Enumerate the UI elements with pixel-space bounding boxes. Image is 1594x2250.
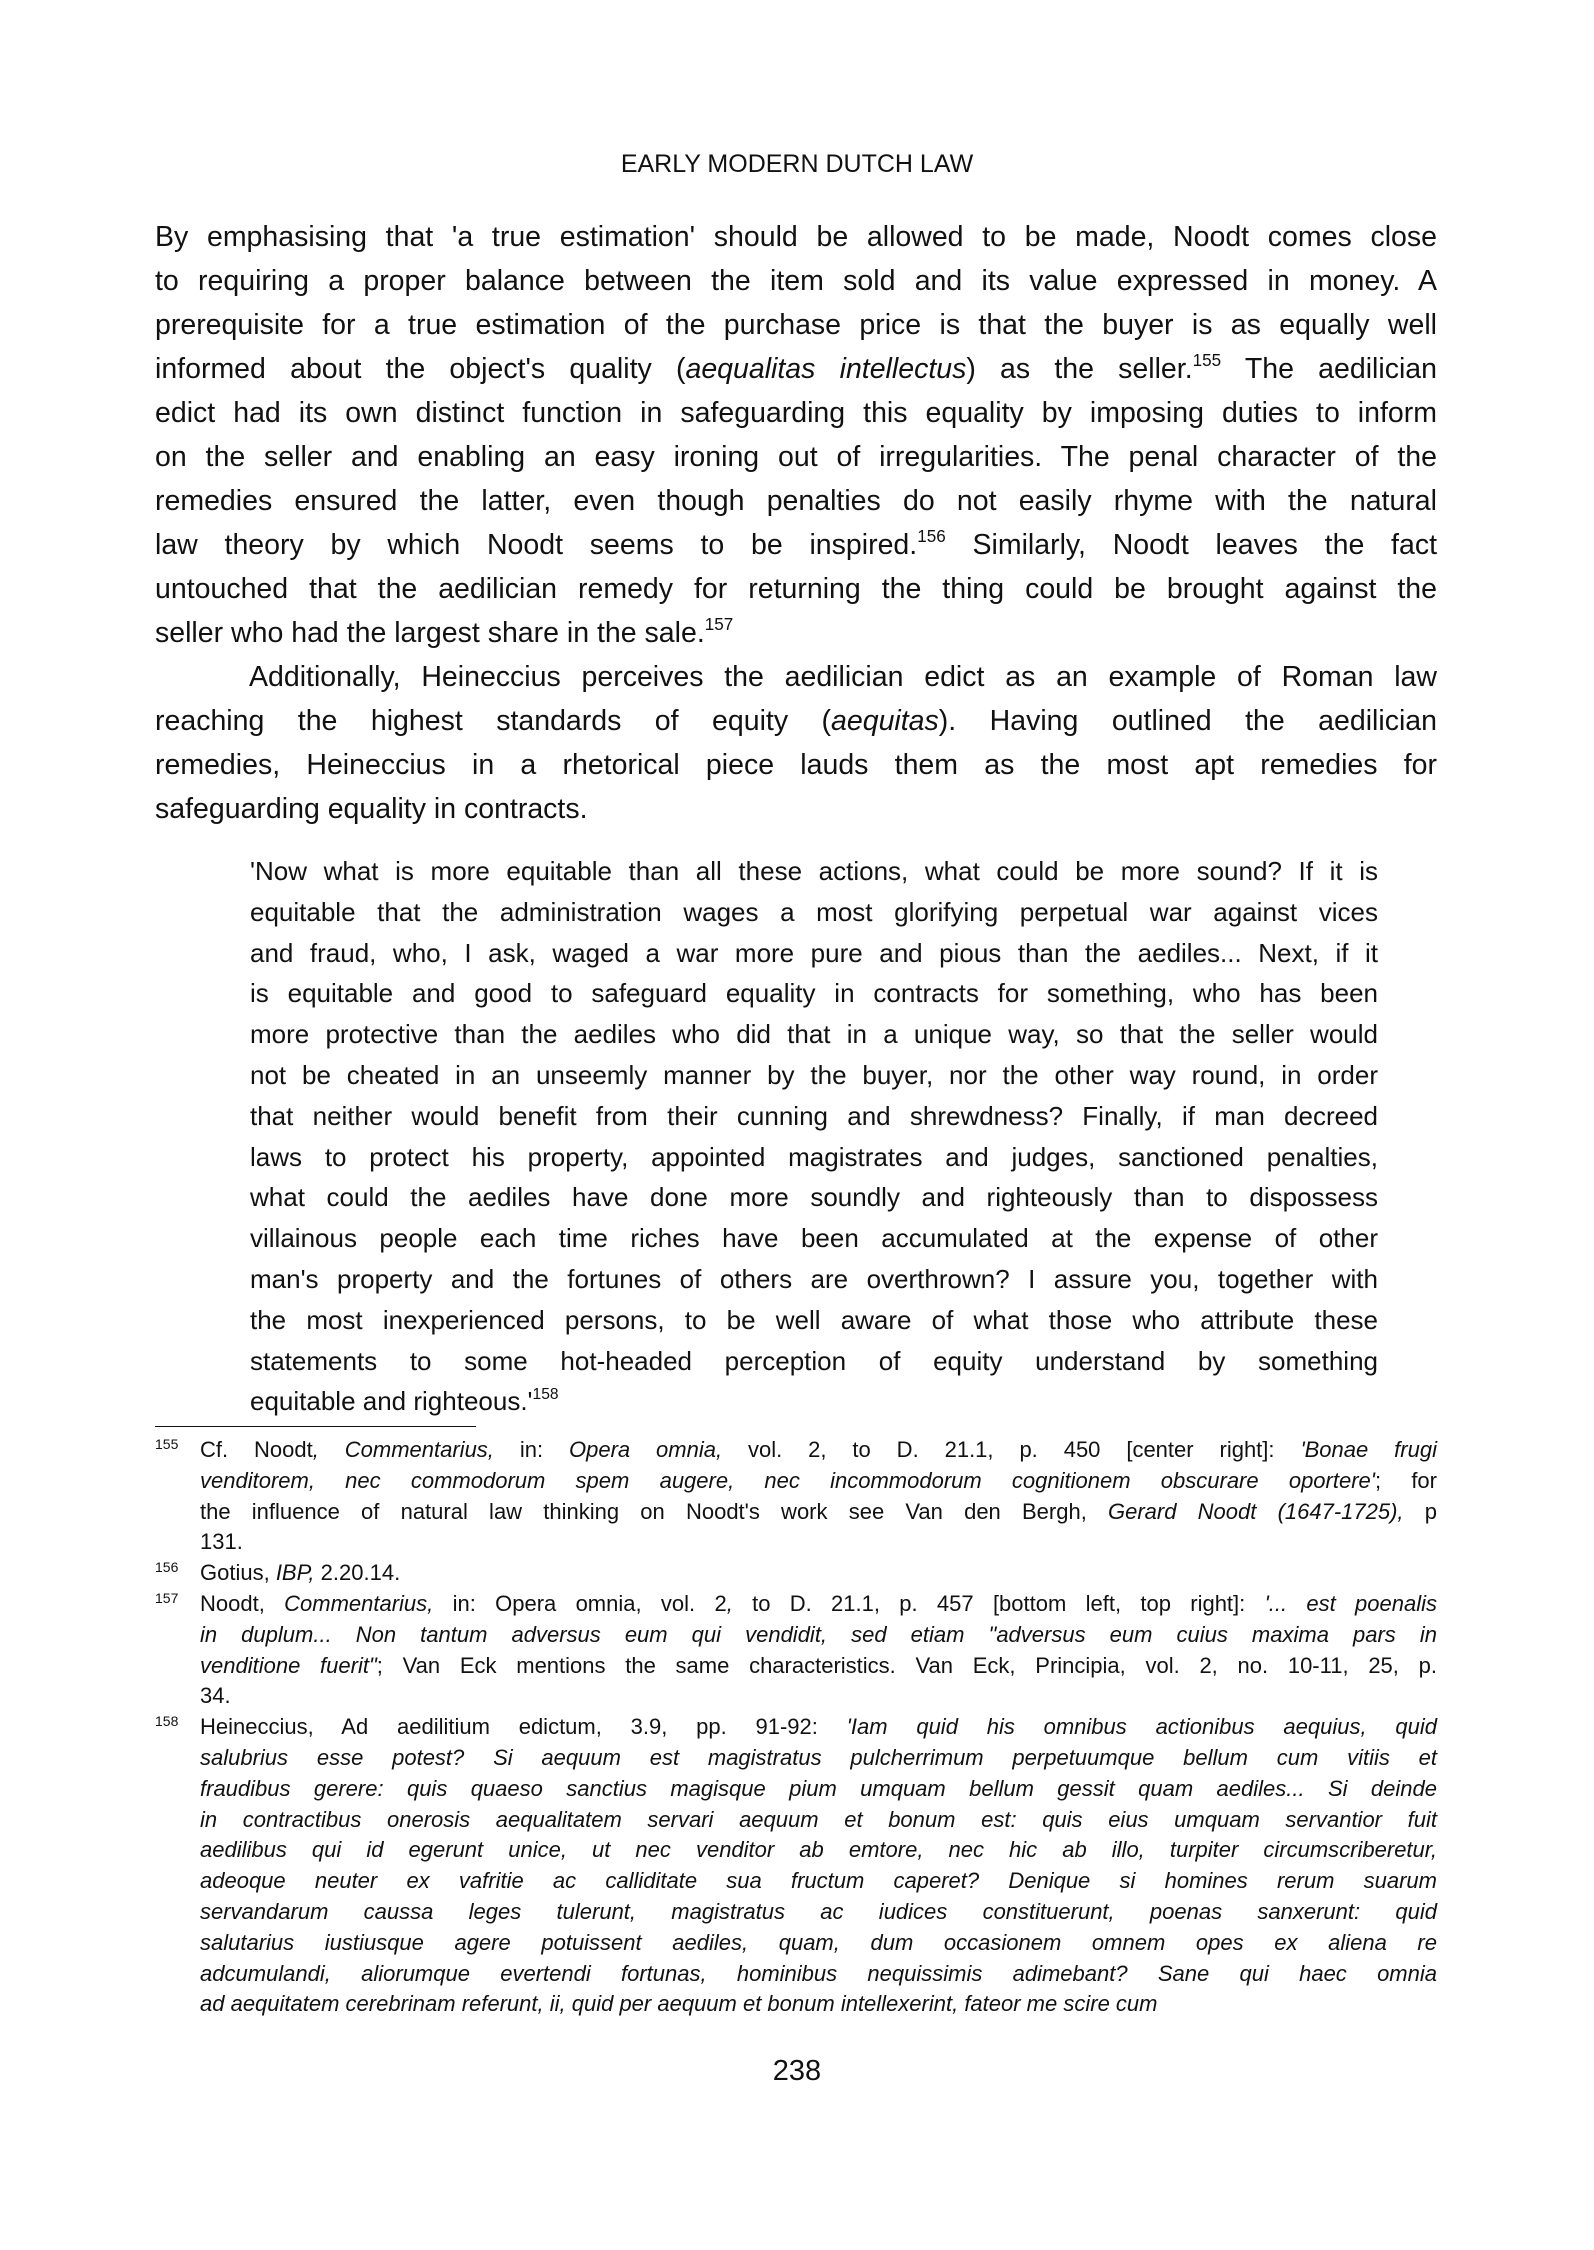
- text-line: [200, 1712, 1437, 1743]
- text-line: [155, 479, 1437, 523]
- text-line: [250, 1137, 1378, 1178]
- text-run: the most inexperienced persons, to be well aware of what those who attribute these: [250, 1304, 1378, 1335]
- text-run: that neither would benefit from their cunning and shrewdness? Finally, if man decreed: [250, 1100, 1378, 1131]
- text-line: [200, 1866, 1437, 1897]
- text-line: [155, 743, 1437, 787]
- text-run: reaching the highest standards of equity (: [155, 705, 832, 737]
- text-line: [250, 1341, 1378, 1382]
- text-run: The aedilician: [1221, 353, 1437, 385]
- text-run: venditorem, nec commodorum spem augere, nec incommodorum cognitionem obscurare oportere': [200, 1467, 1375, 1493]
- text-run: p: [1403, 1498, 1437, 1524]
- text-run: what could the aediles have done more soundly and righteously than to dispossess: [250, 1182, 1378, 1213]
- text-run: Opera omnia,: [569, 1437, 723, 1462]
- text-line: [250, 1381, 1378, 1422]
- text-line: [155, 699, 1437, 743]
- text-line: [200, 1620, 1437, 1651]
- text-run: in duplum... Non tantum adversus eum qui vendidit, sed etiam "adversus eum cuius maxima pars in: [200, 1621, 1437, 1647]
- paragraph: [155, 215, 1437, 655]
- text-line: [250, 1300, 1378, 1341]
- text-run: ; Van Eck mentions the same characteristics. Van Eck,: [376, 1652, 1036, 1678]
- page-number: 238: [772, 2055, 822, 2087]
- text-run: Additionally, Heineccius perceives the aedilician edict as an example of Roman law: [249, 661, 1437, 693]
- text-run: adeoque neuter ex vafritie ac calliditate sua fructum caperet? Denique si homines rerum suarum: [200, 1868, 1437, 1894]
- text-line: [250, 933, 1378, 974]
- footnotes: [155, 1435, 1437, 2020]
- text-line: [200, 1497, 1437, 1528]
- text-run: to requiring a proper balance between the item sold and its value expressed in money. A: [155, 265, 1437, 297]
- footnote: [155, 1558, 1437, 1589]
- text-run: to D. 21.1, p. 457 [bottom left, top right]:: [732, 1590, 1265, 1616]
- footnote: [155, 1712, 1437, 2020]
- text-run: Noodt,: [200, 1590, 285, 1616]
- text-line: [200, 1959, 1437, 1990]
- text-run: ,: [726, 1590, 733, 1616]
- text-run: remedies ensured the latter, even though penalties do not easily rhyme with the natural: [155, 485, 1437, 517]
- text-run: Gerard Noodt (1647-1725),: [1108, 1498, 1404, 1524]
- text-run: Commentarius,: [284, 1590, 434, 1616]
- text-run: vol. 2, to D. 21.1, p. 450 [center right]:: [722, 1437, 1301, 1462]
- text-run: statements to some hot-headed perception of equity understand by something: [250, 1345, 1378, 1376]
- text-line: [200, 1805, 1437, 1836]
- footnote-number: 158: [155, 1713, 179, 1730]
- text-line: [155, 435, 1437, 479]
- text-run: 'Bonae frugi: [1300, 1437, 1437, 1462]
- text-run: ) as the seller.: [966, 353, 1193, 385]
- text-run: ; for: [1374, 1467, 1437, 1493]
- text-line: [155, 787, 1437, 831]
- text-line: [250, 1014, 1378, 1055]
- text-run: Principia: [1035, 1652, 1120, 1678]
- footnote-number: 157: [155, 1589, 179, 1606]
- text-run: By emphasising that 'a true estimation' should be allowed to be made, Noodt comes close: [155, 221, 1437, 253]
- body-text: [155, 215, 1437, 831]
- text-line: [200, 1681, 1437, 1712]
- text-line: [200, 1435, 1437, 1466]
- text-run: adcumulandi, aliorumque evertendi fortunas, hominibus nequissimis adimebant? Sane qui haec omnia: [200, 1960, 1437, 1986]
- text-line: [155, 303, 1437, 347]
- text-line: [250, 1055, 1378, 1096]
- text-run: Cf. Noodt: [200, 1437, 313, 1462]
- text-line: [200, 1835, 1437, 1866]
- text-run: , 3.9, pp. 91-92:: [595, 1714, 847, 1740]
- text-line: [200, 1527, 1437, 1558]
- text-run: Ad aedilitium edictum: [341, 1714, 596, 1740]
- text-run: villainous people each time riches have been accumulated at the expense of other: [250, 1223, 1378, 1254]
- text-line: [200, 1989, 1437, 2020]
- text-run: ). Having outlined the aedilician: [938, 705, 1438, 737]
- text-run: servandarum caussa leges tulerunt, magistratus ac iudices constituerunt, poenas sanxerunt: quid: [200, 1898, 1437, 1924]
- text-run: Heineccius,: [200, 1714, 342, 1740]
- text-run: 'Now what is more equitable than all these actions, what could be more sound? If it is: [250, 856, 1378, 886]
- text-run: 'Iam quid his omnibus actionibus aequius, quid: [846, 1714, 1437, 1740]
- text-run: informed about the object's quality (: [155, 353, 686, 385]
- footnote: [155, 1435, 1437, 1558]
- text-run: prerequisite for a true estimation of the purchase price is that the buyer is as equally well: [155, 309, 1437, 341]
- footnote-number: 155: [155, 1436, 179, 1452]
- text-run: , vol. 2: [635, 1590, 727, 1616]
- text-line: [250, 1177, 1378, 1218]
- text-run: , Commentarius,: [312, 1437, 494, 1462]
- text-run: , vol. 2, no. 10-11, 25, p.: [1119, 1652, 1437, 1678]
- text-run: aedilibus qui id egerunt unice, ut nec venditor ab emtore, nec hic ab illo, turpiter circumscriberetur,: [200, 1837, 1437, 1863]
- text-run: man's property and the fortunes of others are overthrown? I assure you, together with: [250, 1263, 1378, 1294]
- text-run: salubrius esse potest? Si aequum est magistratus pulcherrimum perpetuumque bellum cum vitiis et: [200, 1744, 1437, 1770]
- text-line: [155, 391, 1437, 435]
- text-run: 34.: [200, 1683, 231, 1709]
- text-run: the influence of natural law thinking on Noodt's work see Van den Bergh,: [200, 1498, 1108, 1524]
- text-run: more protective than the aediles who did that in a unique way, so that the seller would: [250, 1019, 1378, 1050]
- text-line: [155, 567, 1437, 611]
- footnote-reference[interactable]: 156: [917, 527, 946, 547]
- text-run: not be cheated in an unseemly manner by the buyer, nor the other way round, in order: [250, 1059, 1378, 1090]
- text-line: [200, 1743, 1437, 1774]
- text-run: is equitable and good to safeguard equality in contracts for something, who has been: [250, 978, 1378, 1009]
- text-run: aequitas: [831, 705, 939, 737]
- text-run: 2.20.14.: [314, 1560, 401, 1586]
- text-run: safeguarding equality in contracts.: [155, 793, 588, 825]
- footnote-reference[interactable]: 155: [1192, 351, 1222, 371]
- text-line: [250, 1218, 1378, 1259]
- text-line: [155, 347, 1437, 391]
- footnote-number: 156: [155, 1559, 179, 1576]
- text-line: [250, 973, 1378, 1014]
- footnote: [155, 1589, 1437, 1712]
- footnote-reference[interactable]: 158: [532, 1386, 559, 1404]
- text-run: law theory by which Noodt seems to be inspired.: [155, 529, 918, 561]
- text-run: edict had its own distinct function in safeguarding this equality by imposing duties to inform: [155, 397, 1437, 429]
- text-run: Similarly, Noodt leaves the fact: [945, 529, 1437, 561]
- footnote-reference[interactable]: 157: [704, 615, 734, 635]
- text-run: Opera omnia: [495, 1590, 636, 1616]
- text-run: equitable and righteous.': [250, 1386, 533, 1417]
- text-line: [250, 892, 1378, 933]
- text-line: [200, 1466, 1437, 1497]
- text-run: in:: [433, 1590, 496, 1616]
- text-run: untouched that the aedilician remedy for returning the thing could be brought against the: [155, 573, 1437, 605]
- text-run: Gotius,: [200, 1560, 276, 1586]
- text-line: [250, 1096, 1378, 1137]
- text-run: on the seller and enabling an easy ironing out of irregularities. The penal character of the: [155, 441, 1437, 473]
- text-run: and fraud, who, I ask, waged a war more pure and pious than the aediles... Next, if it: [250, 937, 1378, 968]
- running-head: EARLY MODERN DUTCH LAW: [620, 150, 974, 178]
- text-run: aequalitas intellectus: [685, 353, 967, 385]
- text-run: venditione fuerit": [200, 1652, 377, 1678]
- text-line: [155, 259, 1437, 303]
- text-run: remedies, Heineccius in a rhetorical piece lauds them as the most apt remedies for: [155, 749, 1437, 781]
- text-run: in:: [493, 1437, 569, 1462]
- text-line: [155, 215, 1437, 259]
- text-run: ad aequitatem cerebrinam referunt, ii, quid per aequum et bonum intellexerint, fateor me scire cum: [200, 1991, 1158, 2017]
- text-line: [200, 1774, 1437, 1805]
- footnote-separator: [155, 1426, 476, 1427]
- text-line: [155, 655, 1437, 699]
- text-run: laws to protect his property, appointed magistrates and judges, sanctioned penalties,: [250, 1141, 1378, 1172]
- text-run: 131.: [200, 1529, 243, 1555]
- text-line: [200, 1928, 1437, 1959]
- text-line: [200, 1589, 1437, 1620]
- block-quote: [250, 851, 1378, 1422]
- text-run: salutarius iustiusque agere potuissent aediles, quam, dum occasionem omnem opes ex aliena re: [200, 1929, 1437, 1955]
- text-run: equitable that the administration wages a most glorifying perpetual war against vices: [250, 896, 1378, 927]
- text-line: [200, 1897, 1437, 1928]
- text-line: [155, 523, 1437, 567]
- text-line: [200, 1558, 1437, 1589]
- text-line: [200, 1651, 1437, 1682]
- text-run: '... est poenalis: [1264, 1590, 1438, 1616]
- paragraph: [155, 655, 1437, 831]
- text-run: IBP,: [275, 1560, 315, 1586]
- text-line: [250, 851, 1378, 892]
- text-line: [155, 611, 1437, 655]
- text-line: [250, 1259, 1378, 1300]
- text-run: seller who had the largest share in the sale.: [155, 617, 705, 649]
- text-run: in contractibus onerosis aequalitatem servari aequum et bonum est: quis eius umquam servantior fuit: [200, 1806, 1437, 1832]
- text-run: fraudibus gerere: quis quaeso sanctius magisque pium umquam bellum gessit quam aediles... Si deinde: [200, 1775, 1437, 1801]
